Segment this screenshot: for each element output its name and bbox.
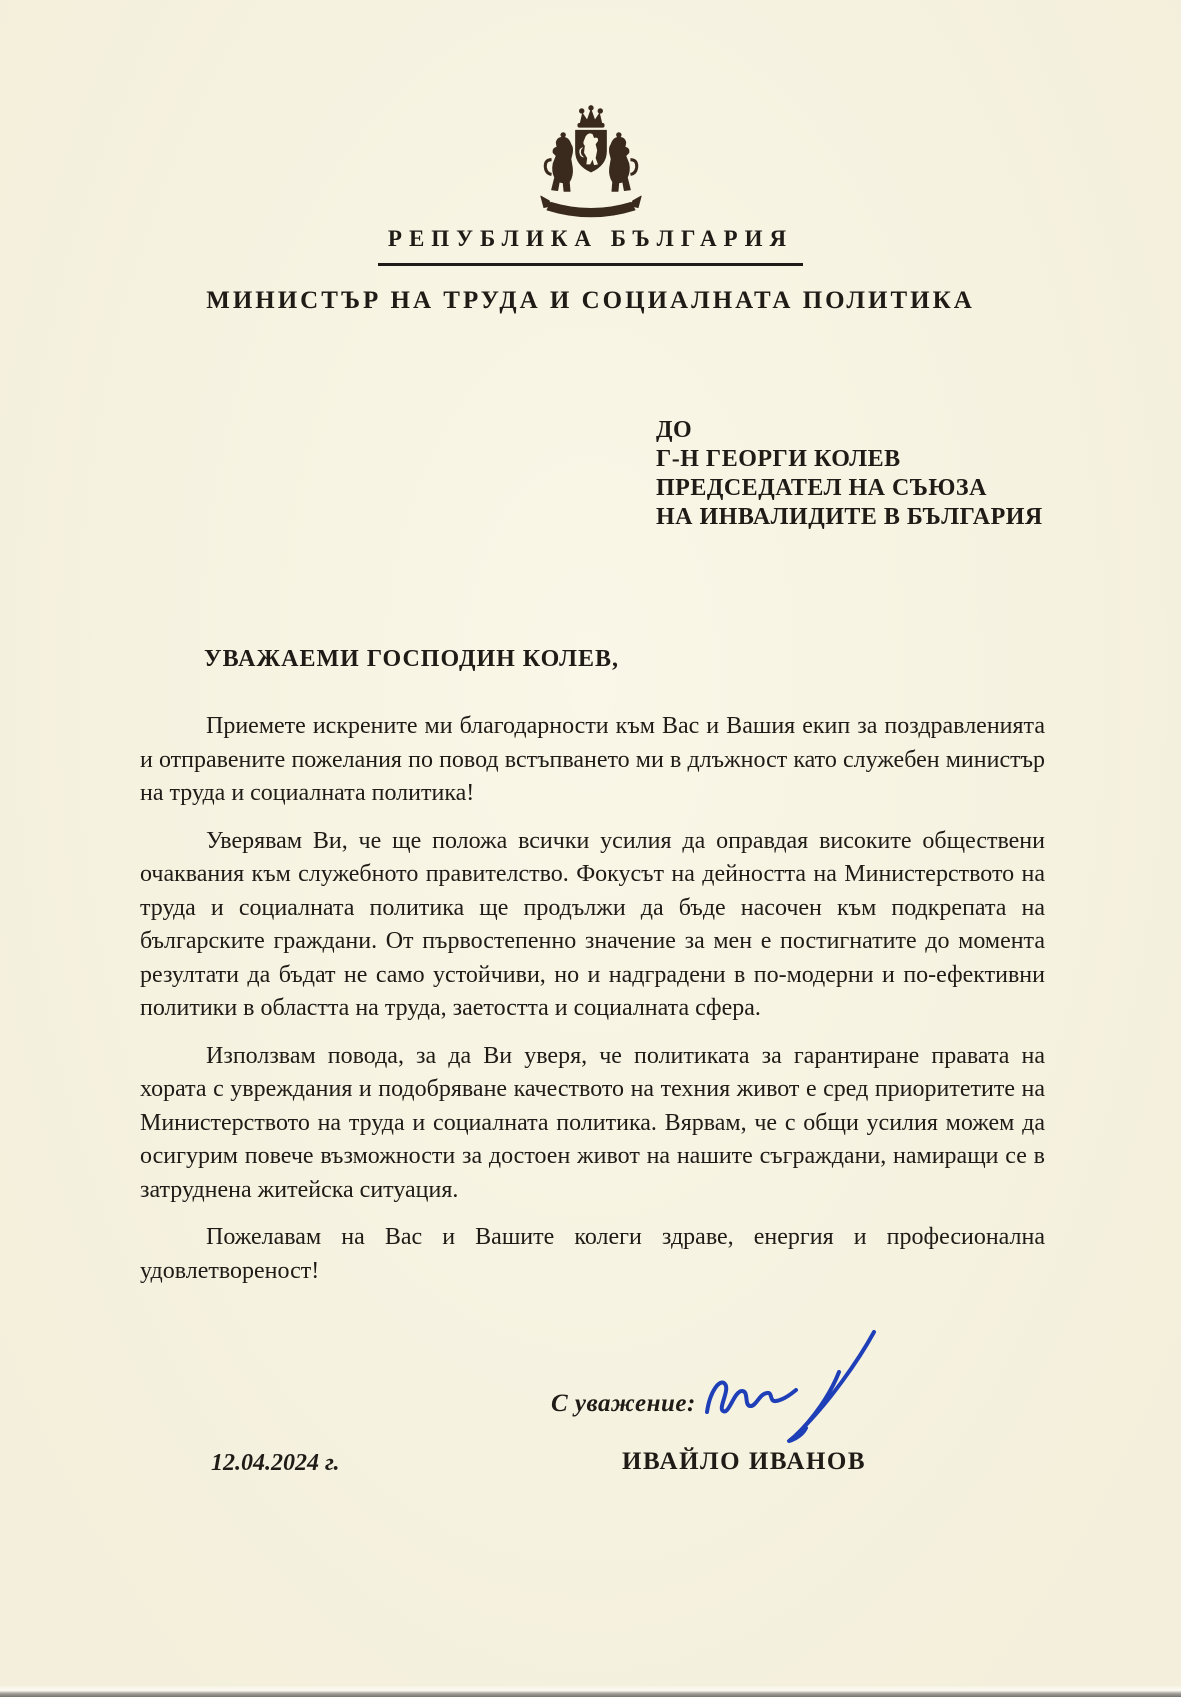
republic-title: РЕПУБЛИКА БЪЛГАРИЯ — [378, 226, 803, 266]
scan-edge — [0, 1686, 1181, 1697]
paragraph: Уверявам Ви, че ще положа всички усилия да оправдая високите обществени очаквания към служебното правителство. Фокусът на дейността на Министерството на труда и социалната политика ще продължи да бъде насочен към подкрепата на българските граждани. От първостепенно значение за мен е постигнатите до момента резултати да бъдат не само устойчиви, но и надградени в по-модерни и по-ефективни политики в областта на труда, заетостта и социалната сфера. — [140, 827, 1045, 1021]
recipient-line: ДО — [656, 417, 693, 443]
recipient-line: Г-Н ГЕОРГИ КОЛЕВ — [656, 446, 901, 472]
paragraph: Пожелавам на Вас и Вашите колеги здраве, енергия и професионална удовлетвореност! — [140, 1224, 1045, 1284]
recipient-block — [656, 416, 1043, 532]
letter-date: 12.04.2024 г. — [211, 1450, 340, 1476]
recipient-line: ПРЕДСЕДАТЕЛ НА СЪЮЗА — [656, 475, 987, 501]
paragraph: Използвам повода, за да Ви уверя, че политиката за гарантиране правата на хората с увреждания и подобряване качеството на техния живот е сред приоритетите на Министерството на труда и социалната политика. Вярвам, че с общи усилия можем да осигурим повече възможности за достоен живот на нашите съграждани, намиращи се в затруднена житейска ситуация. — [140, 1042, 1045, 1203]
salutation: УВАЖАЕМИ ГОСПОДИН КОЛЕВ, — [204, 646, 619, 672]
signer-name: ИВАЙЛО ИВАНОВ — [622, 1448, 867, 1475]
recipient-line: НА ИНВАЛИДИТЕ В БЪЛГАРИЯ — [656, 504, 1043, 530]
ministry-title: МИНИСТЪР НА ТРУДА И СОЦИАЛНАТА ПОЛИТИКА — [206, 287, 975, 314]
valediction: С уважение: — [551, 1390, 696, 1417]
handwritten-signature-icon — [700, 1326, 885, 1444]
paragraph: Приемете искрените ми благодарности към Вас и Вашия екип за поздравленията и отправените пожелания по повод встъпването ми в длъжност като служебен министър на труда и социалната политика! — [140, 713, 1045, 806]
letterhead — [0, 104, 1181, 315]
bulgaria-coat-of-arms-icon — [516, 104, 666, 220]
letter-body — [140, 710, 1045, 1302]
